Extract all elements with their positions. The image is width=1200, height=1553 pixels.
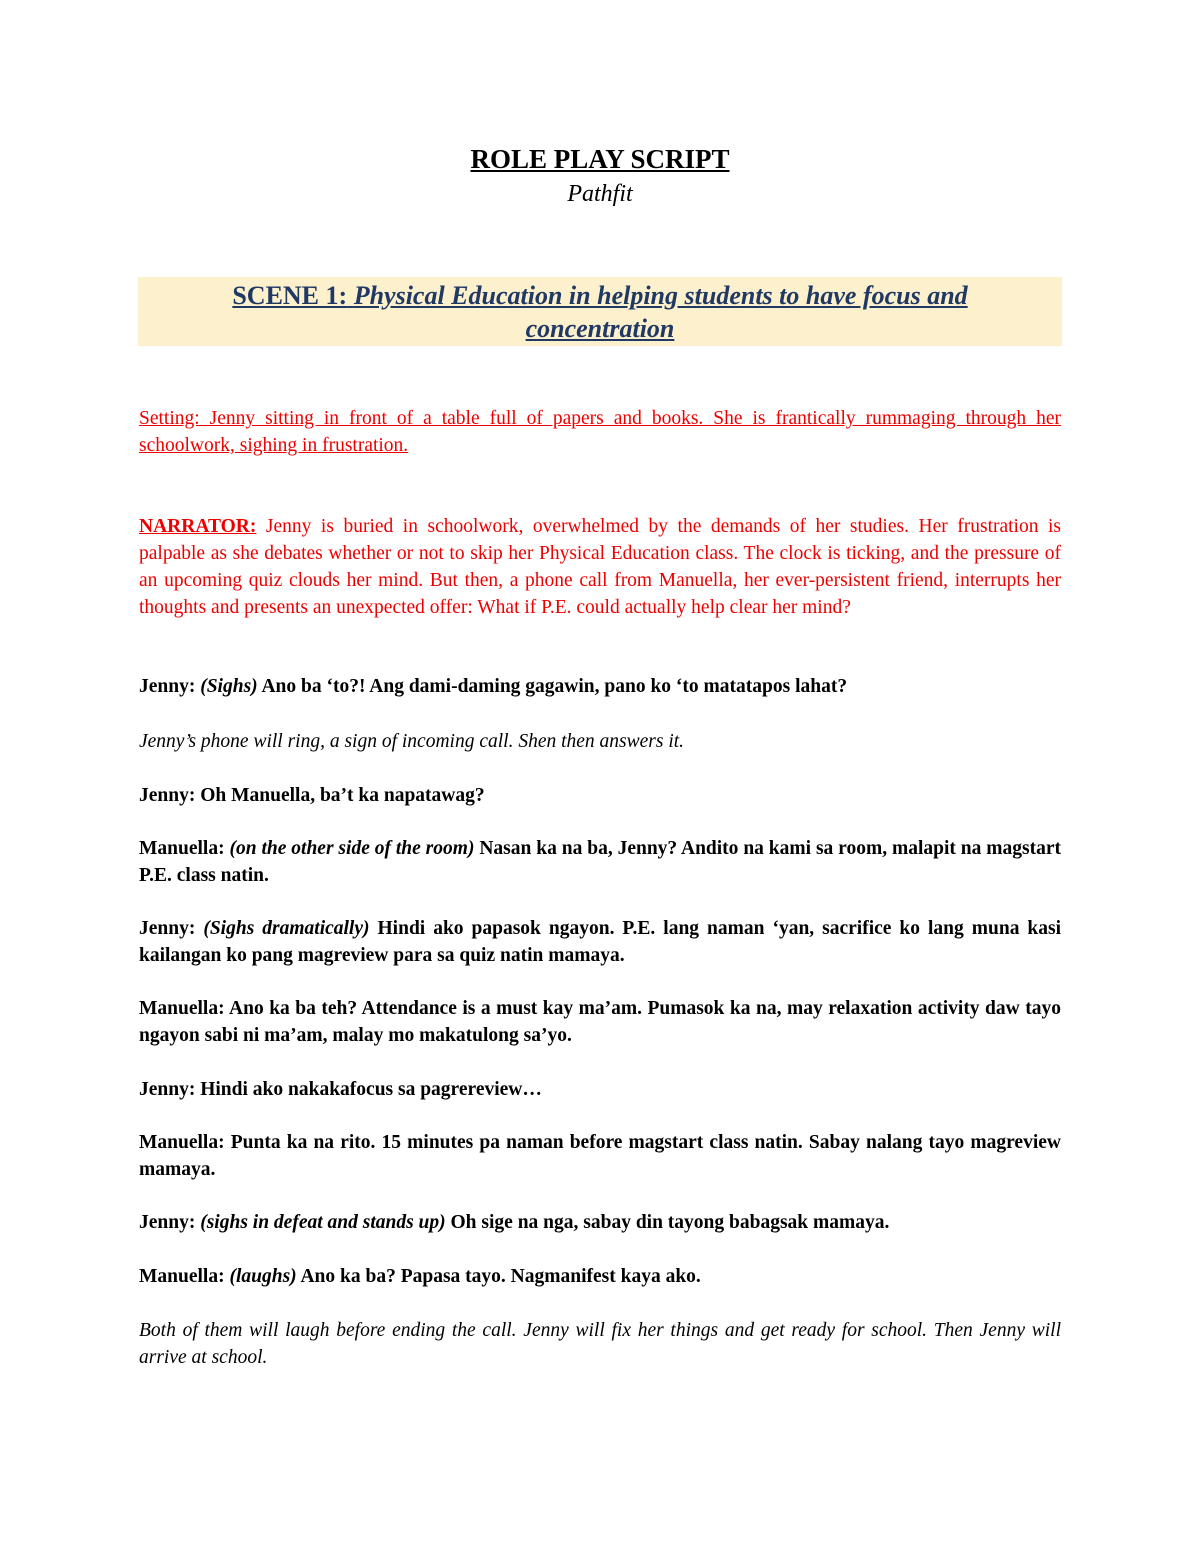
speaker-name: Manuella: xyxy=(139,838,225,859)
line-text: Oh sige na nga, sabay din tayong babagsak mamaya. xyxy=(450,1212,890,1233)
document-subtitle: Pathfit xyxy=(567,181,633,207)
dialogue-line xyxy=(139,1209,1061,1236)
setting-text: Setting: Jenny sitting in front of a table full of papers and books. She is frantically rummaging through her schoolwork, sighing in frustration. xyxy=(139,408,1061,456)
dialogue-line xyxy=(139,995,1061,1049)
line-text: Ano ka ba teh? Attendance is a must kay ma’am. Pumasok ka na, may relaxation activity daw tayo ngayon sabi ni ma’am, malay mo makatulong sa’yo. xyxy=(139,998,1061,1046)
line-text: Ano ba ‘to?! Ang dami-daming gagawin, pano ko ‘to matatapos lahat? xyxy=(261,676,848,697)
stage-direction: (sighs in defeat and stands up) xyxy=(200,1212,446,1233)
stage-direction: (on the other side of the room) xyxy=(229,838,475,859)
line-text: Oh Manuella, ba’t ka napatawag? xyxy=(200,785,485,806)
speaker-name: Manuella: xyxy=(139,998,225,1019)
line-text: Hindi ako papasok ngayon. P.E. lang naman ‘yan, sacrifice ko lang muna kasi kailangan ko pang magreview para sa quiz natin mamaya. xyxy=(139,918,1062,966)
dialogue-line xyxy=(139,835,1061,889)
line-text: Ano ka ba? Papasa tayo. Nagmanifest kaya ako. xyxy=(300,1266,701,1287)
stage-note: Both of them will laugh before ending the call. Jenny will fix her things and get ready for school. Then Jenny will arrive at school. xyxy=(139,1320,1061,1368)
stage-direction: (Sighs dramatically) xyxy=(203,918,370,939)
speaker-name: Manuella: xyxy=(139,1266,225,1287)
narrator-paragraph xyxy=(139,513,1061,621)
narrator-text: Jenny is buried in schoolwork, overwhelmed by the demands of her studies. Her frustration is palpable as she debates whether or not to skip her Physical Education class. The clock is ticking, and the pressure of an upcoming quiz clouds her mind. But then, a phone call from Manuella, her ever-persistent friend, interrupts her thoughts and presents an unexpected offer: What if P.E. could actually help clear her mind? xyxy=(139,516,1062,618)
stage-direction: (Sighs) xyxy=(200,676,258,697)
dialogue-line xyxy=(139,673,1061,700)
stage-direction: (laughs) xyxy=(229,1266,297,1287)
stage-note: Jenny’s phone will ring, a sign of incoming call. Shen then answers it. xyxy=(139,731,685,752)
dialogue-line xyxy=(139,782,1061,809)
speaker-name: Manuella: xyxy=(139,1132,225,1153)
speaker-name: Jenny: xyxy=(139,1212,196,1233)
line-text: Nasan ka na ba, Jenny? Andito na kami sa room, malapit na magstart P.E. class natin. xyxy=(139,838,1062,886)
dialogue-line xyxy=(139,1076,1061,1103)
speaker-name: Jenny: xyxy=(139,918,196,939)
dialogue-line xyxy=(139,915,1061,969)
line-text: Punta ka na rito. 15 minutes pa naman before magstart class natin. Sabay nalang tayo magreview mamaya. xyxy=(139,1132,1061,1180)
speaker-name: Jenny: xyxy=(139,676,196,697)
dialogue-line xyxy=(139,1263,1061,1290)
dialogue-line xyxy=(139,1129,1061,1183)
scene-topic: Physical Education in helping students to have focus and concentration xyxy=(353,281,968,343)
document-title: ROLE PLAY SCRIPT xyxy=(470,144,730,174)
speaker-name: Jenny: xyxy=(139,1079,196,1100)
scene-heading xyxy=(160,279,1040,345)
narrator-speaker: NARRATOR: xyxy=(139,516,257,537)
line-text: Hindi ako nakakafocus sa pagrereview… xyxy=(200,1079,542,1100)
speaker-name: Jenny: xyxy=(139,785,196,806)
scene-label: SCENE 1: xyxy=(232,281,348,310)
